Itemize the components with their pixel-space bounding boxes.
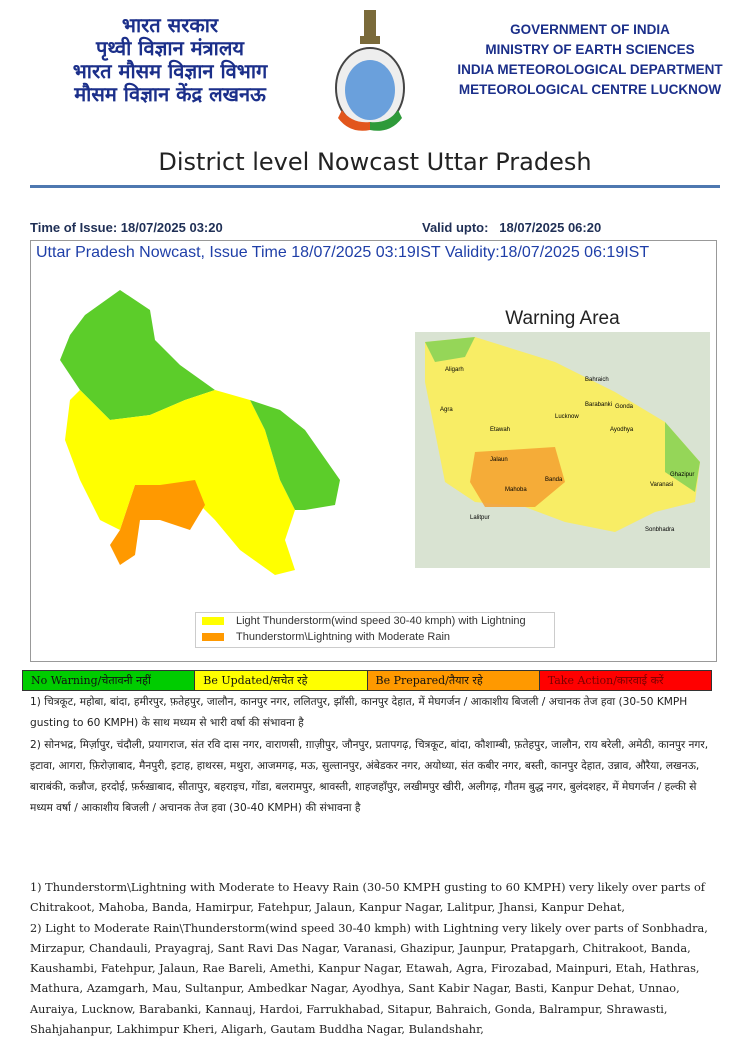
valid-upto: Valid upto: 18/07/2025 06:20 [422,220,602,235]
map-legend [195,612,555,648]
hindi-header-line: भारत मौसम विज्ञान विभाग [72,59,268,83]
warning-level-bar [22,670,712,691]
imd-emblem-logo [330,6,410,136]
map-title: Uttar Pradesh Nowcast, Issue Time 18/07/2025 03:19IST Validity:18/07/2025 06:19IST [36,244,650,261]
legend-swatch-yellow [202,617,224,625]
map-label: Etawah [490,427,511,433]
english-forecast [30,878,720,1040]
map-label: Varanasi [650,482,674,488]
map-label: Lalitpur [470,515,490,521]
up-district-map [40,280,350,590]
legend-swatch-orange [202,633,224,641]
map-label: Sonbhadra [645,527,675,533]
legend-label: Light Thunderstorm(wind speed 30-40 kmph) with Lightning [236,615,526,627]
map-label: Gonda [615,404,634,410]
warning-area-map [415,332,710,568]
english-header [440,20,740,100]
level-be-prepared: Be Prepared/तैयार रहे [368,671,540,690]
hindi-header [40,14,300,106]
hindi-header-line: पृथ्वी विज्ञान मंत्रालय [95,36,245,60]
english-header-line: MINISTRY OF EARTH SCIENCES [485,42,695,57]
legend-item [202,629,554,645]
english-forecast-item: 2) Light to Moderate Rain\Thunderstorm(wind speed 30-40 kmph) with Lightning very likely over parts of Sonbhadra, Mirzapur, Chandauli, Prayagraj, Sant Ravi Das Nagar, Varanasi, Ghazipur, Jaunpur, Pratapgarh, Chitrakoot, Banda, Kaushambi, Fatehpur, Jalaun, Rae Bareli, Amethi, Kanpur Nagar, Etawah, Agra, Firozabad, Mainpuri, Etah, Hathras, Mathura, Azamgarh, Mau, Sultanpur, Ambedkar Nagar, Ayodhya, Sant Kabir Nagar, Basti, Kanpur Dehat, Unnao, Auraiya, Lucknow, Barabanki, Kannauj, Hardoi, Farrukhabad, Sitapur, Bahraich, Gonda, Balrampur, Shrawasti, Shahjahanpur, Lakhimpur Kheri, Aligarh, Gautam Buddha Nagar, Bulandshahr, [30,921,708,1037]
english-header-line: METEOROLOGICAL CENTRE LUCKNOW [458,82,722,97]
hindi-header-line: भारत सरकार [121,13,219,37]
map-label: Ghazipur [670,472,695,478]
map-label: Aligarh [445,367,464,373]
hindi-forecast-item: 2) सोनभद्र, मिर्ज़ापुर, चंदौली, प्रयागराज, संत रवि दास नगर, वाराणसी, ग़ाज़ीपुर, जौनपुर, प्रतापगढ़, चित्रकूट, बांदा, कौशाम्बी, फ़तेहपुर, जालौन, राय बरेली, अमेठी, कानपुर नगर, इटावा, आगरा, फ़िरोज़ाबाद, मैनपुरी, इटाह, हाथरस, मथुरा, आजमगढ़, मऊ, सुल्तानपुर, अंबेडकर नगर, अयोध्या, संत कबीर नगर, बस्ती, कानपुर देहात, उन्नाव, औरैया, लखनऊ, बाराबंकी, कन्नौज, हरदोई, फ़र्रुख़ाबाद, सीतापुर, बहराइच, गोंडा, बलरामपुर, श्रावस्ती, शाहजहाँपुर, लखीमपुर खीरी, अलीगढ़, गौतम बुद्ध नगर, बुलंदशहर, में मेघगर्जन / हल्की से मध्यम वर्षा / आकाशीय बिजली / अचानक तेज हवा (30-40 KMPH) की संभावना है [30,738,709,815]
english-header-line: GOVERNMENT OF INDIA [510,22,670,37]
map-label: Barabanki [585,402,613,408]
hindi-header-line: मौसम विज्ञान केंद्र लखनऊ [74,82,266,106]
map-label: Banda [545,477,563,483]
page-title: District level Nowcast Uttar Pradesh [158,148,592,176]
hindi-forecast-item: 1) चित्रकूट, महोबा, बांदा, हमीरपुर, फ़तेहपुर, जालौन, कानपुर नगर, ललितपुर, झाँसी, कानपुर देहात, में मेघगर्जन / आकाशीय बिजली / अचानक तेज हवा (30-50 KMPH gusting to 60 KMPH) के साथ मध्यम से भारी वर्षा की संभावना है [30,696,688,730]
legend-label: Thunderstorm\Lightning with Moderate Rain [236,631,451,643]
level-be-updated: Be Updated/सचेत रहे [195,671,367,690]
legend-item [202,613,554,629]
level-no-warning: No Warning/चेतावनी नहीं [23,671,195,690]
map-label: Ayodhya [610,427,634,433]
map-label: Bahraich [585,377,609,383]
title-divider [30,185,720,188]
time-of-issue: Time of Issue: 18/07/2025 03:20 [30,220,223,235]
map-label: Agra [440,407,453,413]
map-label: Lucknow [555,414,579,420]
map-label: Mahoba [505,487,527,493]
level-take-action: Take Action/कारवाई करें [540,671,711,690]
english-header-line: INDIA METEOROLOGICAL DEPARTMENT [457,62,723,77]
warning-area-title: Warning Area [505,308,620,329]
map-label: Jalaun [490,457,508,463]
english-forecast-item: 1) Thunderstorm\Lightning with Moderate to Heavy Rain (30-50 KMPH gusting to 60 KMPH) very likely over parts of Chitrakoot, Mahoba, Banda, Hamirpur, Fatehpur, Jalaun, Kanpur Nagar, Lalitpur, Jhansi, Kanpur Dehat, [30,881,705,915]
hindi-forecast [30,692,720,820]
